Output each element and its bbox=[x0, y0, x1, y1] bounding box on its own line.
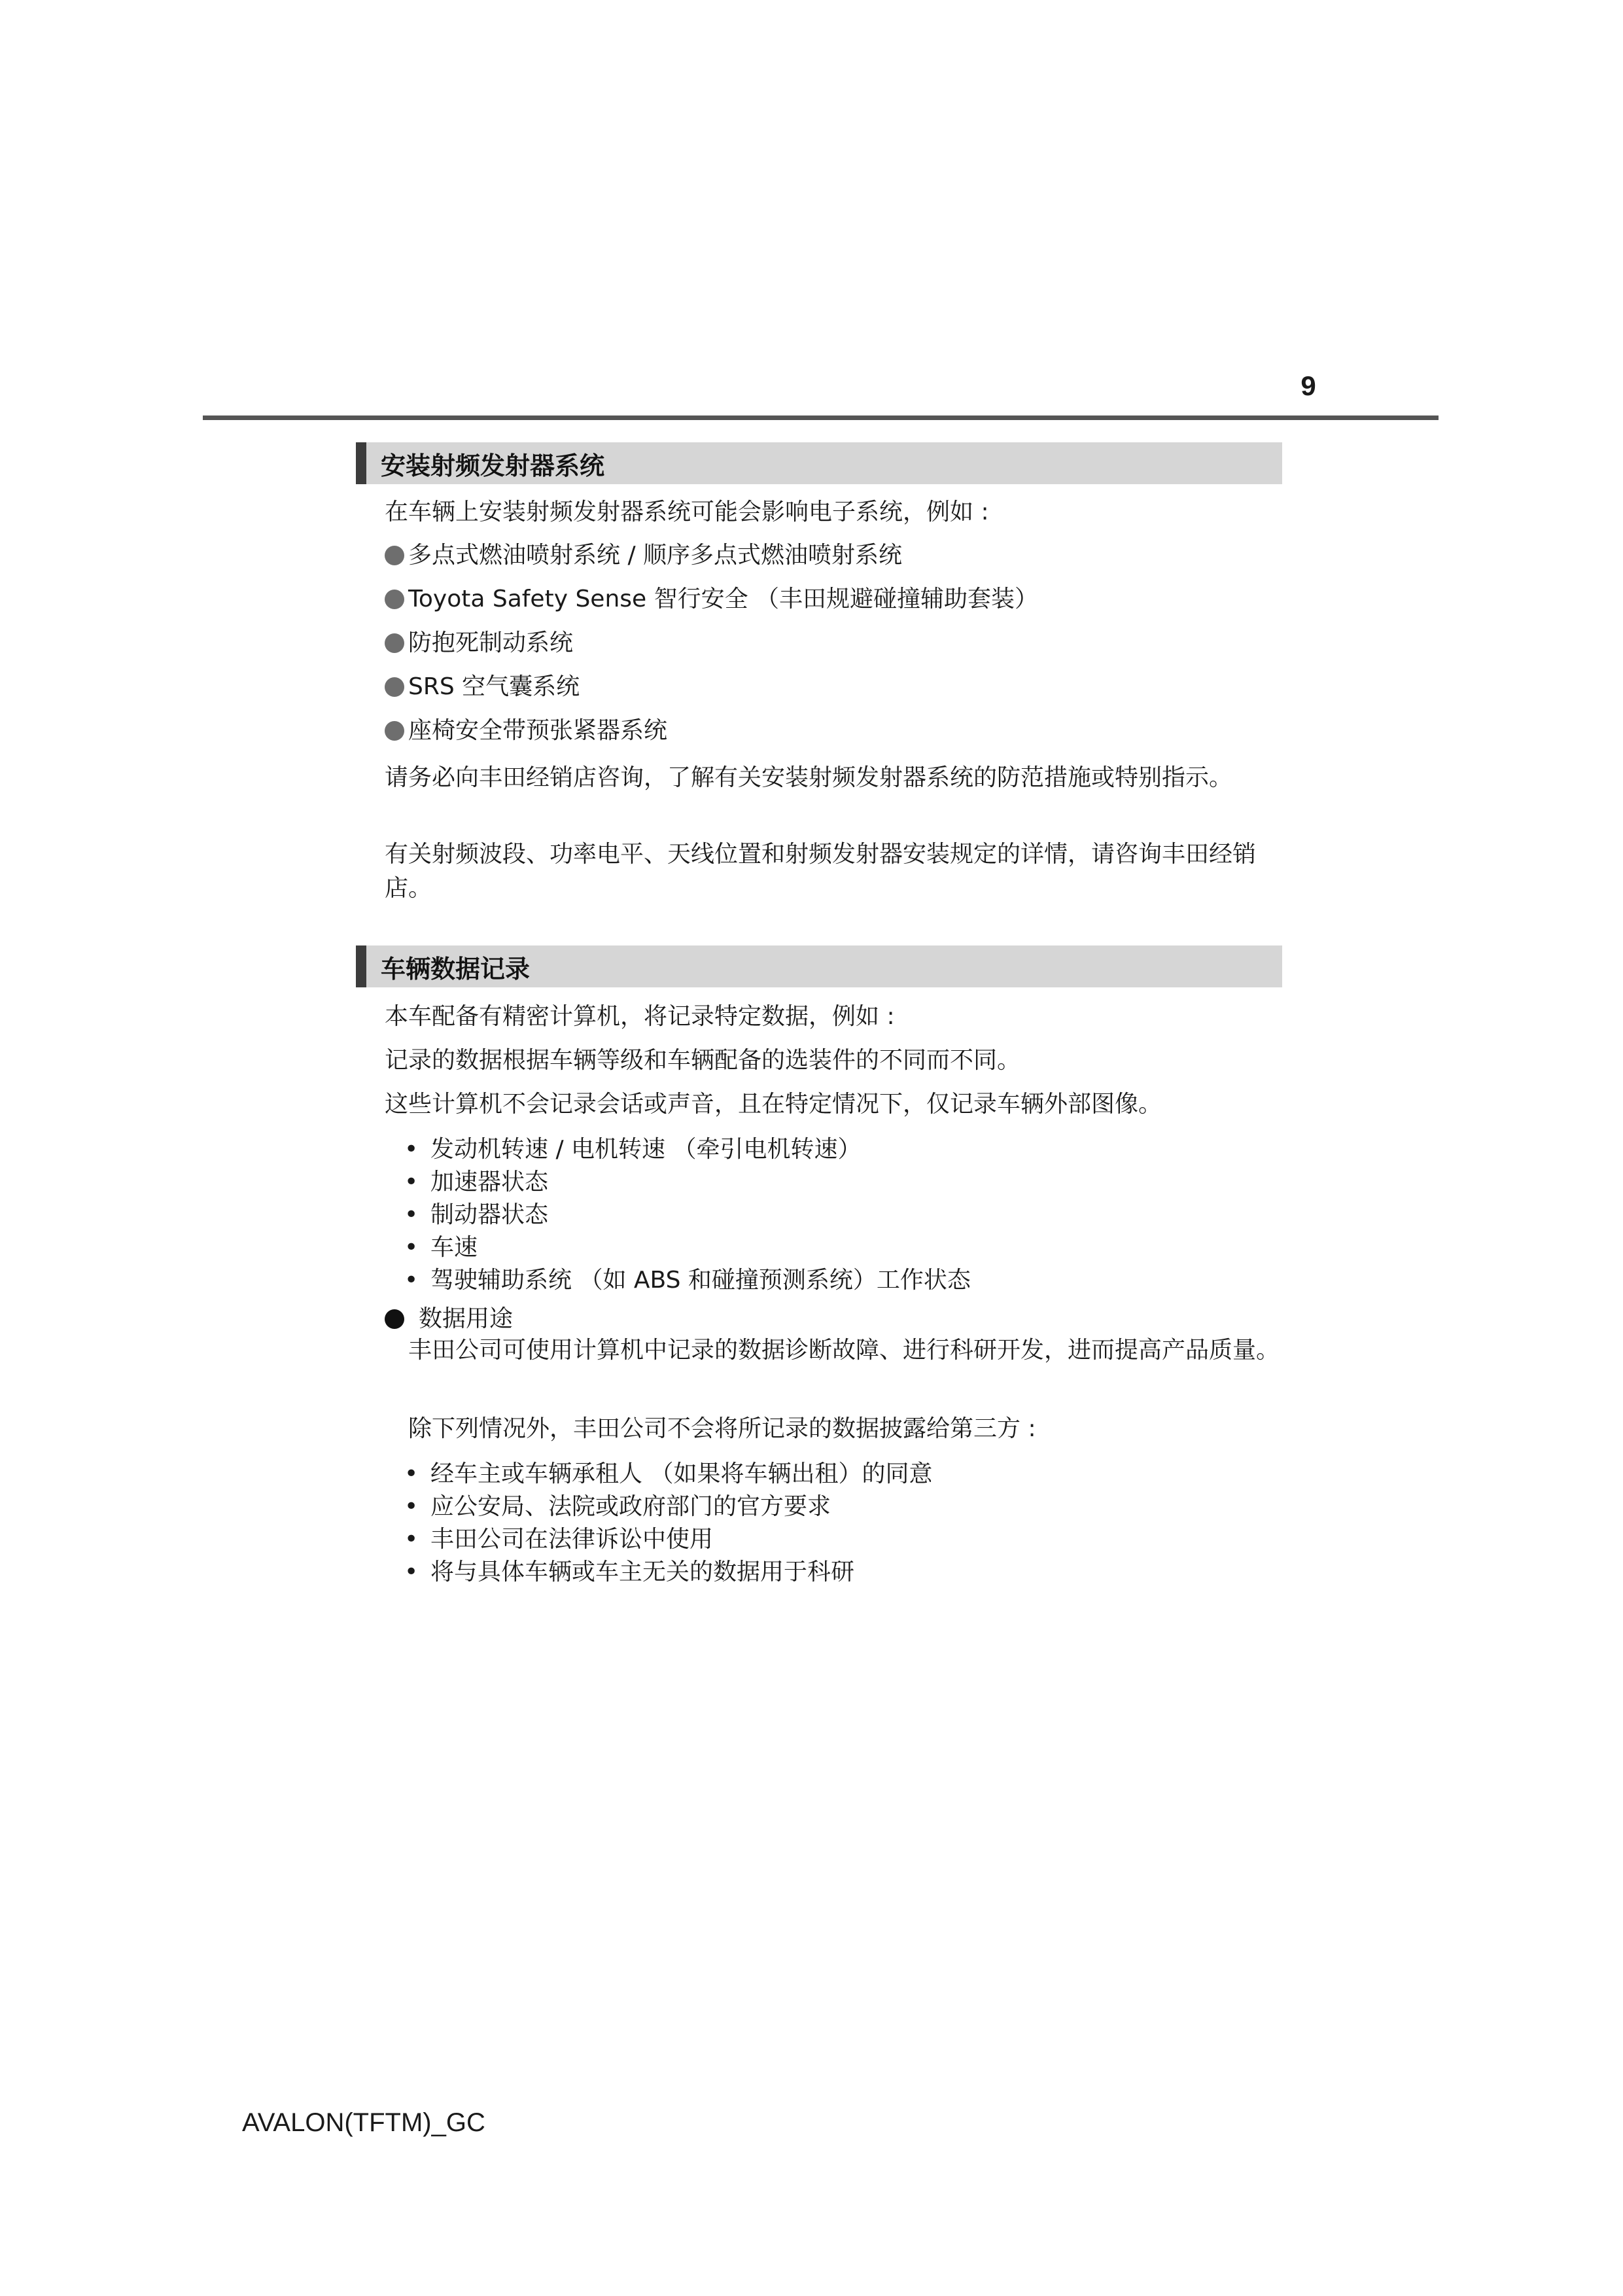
section2-privacy: 这些计算机不会记录会话或声音，且在特定情况下，仅记录车辆外部图像。 bbox=[385, 1091, 1162, 1118]
list-item-text: 制动器状态 bbox=[430, 1201, 549, 1228]
list-item-text: 发动机转速 / 电机转速 （牵引电机转速） bbox=[430, 1136, 862, 1163]
section-title-rf-transmitter: 安装射频发射器系统 bbox=[356, 442, 1282, 484]
list-item bbox=[404, 1231, 971, 1264]
list-item-text: 车速 bbox=[430, 1234, 478, 1261]
list-item-text: 防抱死制动系统 bbox=[408, 629, 574, 656]
section1-details: 有关射频波段、功率电平、天线位置和射频发射器安装规定的详情，请咨询丰田经销店。 bbox=[385, 841, 1257, 902]
list-item bbox=[404, 1523, 932, 1556]
list-item bbox=[385, 714, 1287, 748]
bullet-mark: • bbox=[404, 1136, 419, 1163]
footer-doc-id: AVALON(TFTM)_GC bbox=[242, 2108, 485, 2137]
usage-heading-text: 数据用途 bbox=[419, 1305, 514, 1332]
disclosure-paragraph: 除下列情况外，丰田公司不会将所记录的数据披露给第三方 : bbox=[408, 1415, 1036, 1442]
list-item bbox=[404, 1199, 971, 1231]
list-item-text: 丰田公司在法律诉讼中使用 bbox=[430, 1526, 714, 1553]
section1-advice: 请务必向丰田经销店咨询，了解有关安装射频发射器系统的防范措施或特别指示。 bbox=[385, 764, 1233, 791]
recorded-data-list bbox=[404, 1133, 971, 1297]
list-item bbox=[385, 539, 1287, 573]
bullet-dot-icon bbox=[385, 721, 404, 741]
bullet-mark: • bbox=[404, 1460, 419, 1487]
bullet-mark: • bbox=[404, 1169, 419, 1195]
list-item-text: Toyota Safety Sense 智行安全 （丰田规避碰撞辅助套装） bbox=[408, 586, 1039, 612]
section2-note: 记录的数据根据车辆等级和车辆配备的选装件的不同而不同。 bbox=[385, 1047, 1021, 1074]
list-item bbox=[385, 670, 1287, 704]
bullet-dot-icon bbox=[385, 1309, 404, 1329]
list-item-text: 多点式燃油喷射系统 / 顺序多点式燃油喷射系统 bbox=[408, 542, 903, 569]
bullet-dot-icon bbox=[385, 677, 404, 697]
bullet-dot-icon bbox=[385, 633, 404, 653]
bullet-mark: • bbox=[404, 1267, 419, 1294]
list-item bbox=[404, 1458, 932, 1491]
usage-paragraph: 丰田公司可使用计算机中记录的数据诊断故障、进行科研开发，进而提高产品质量。 bbox=[408, 1337, 1280, 1364]
list-item-text: 驾驶辅助系统 （如 ABS 和碰撞预测系统）工作状态 bbox=[430, 1267, 971, 1294]
bullet-mark: • bbox=[404, 1493, 419, 1520]
page-number: 9 bbox=[1300, 370, 1316, 401]
list-item-text: 经车主或车辆承租人 （如果将车辆出租）的同意 bbox=[430, 1460, 933, 1487]
bullet-mark: • bbox=[404, 1234, 419, 1261]
section1-intro: 在车辆上安装射频发射器系统可能会影响电子系统，例如 : bbox=[385, 499, 989, 525]
bullet-mark: • bbox=[404, 1201, 419, 1228]
list-item-text: SRS 空气囊系统 bbox=[408, 673, 580, 700]
bullet-mark: • bbox=[404, 1559, 419, 1585]
list-item-text: 应公安局、法院或政府部门的官方要求 bbox=[430, 1493, 831, 1520]
list-item bbox=[385, 626, 1287, 660]
list-item-text: 将与具体车辆或车主无关的数据用于科研 bbox=[430, 1559, 855, 1585]
list-item bbox=[404, 1166, 971, 1199]
bullet-dot-icon bbox=[385, 590, 404, 609]
list-item bbox=[404, 1264, 971, 1297]
bullet-dot-icon bbox=[385, 546, 404, 565]
exceptions-list bbox=[404, 1458, 932, 1589]
usage-heading bbox=[385, 1302, 1287, 1336]
bullet-mark: • bbox=[404, 1526, 419, 1553]
section2-intro: 本车配备有精密计算机，将记录特定数据，例如 : bbox=[385, 1003, 895, 1030]
list-item-text: 加速器状态 bbox=[430, 1169, 549, 1195]
section-title-vehicle-data: 车辆数据记录 bbox=[356, 945, 1282, 987]
list-item bbox=[404, 1556, 932, 1589]
header-rule bbox=[203, 415, 1439, 420]
list-item bbox=[404, 1133, 971, 1166]
list-item bbox=[385, 582, 1287, 616]
list-item bbox=[404, 1491, 932, 1523]
list-item-text: 座椅安全带预张紧器系统 bbox=[408, 717, 668, 744]
